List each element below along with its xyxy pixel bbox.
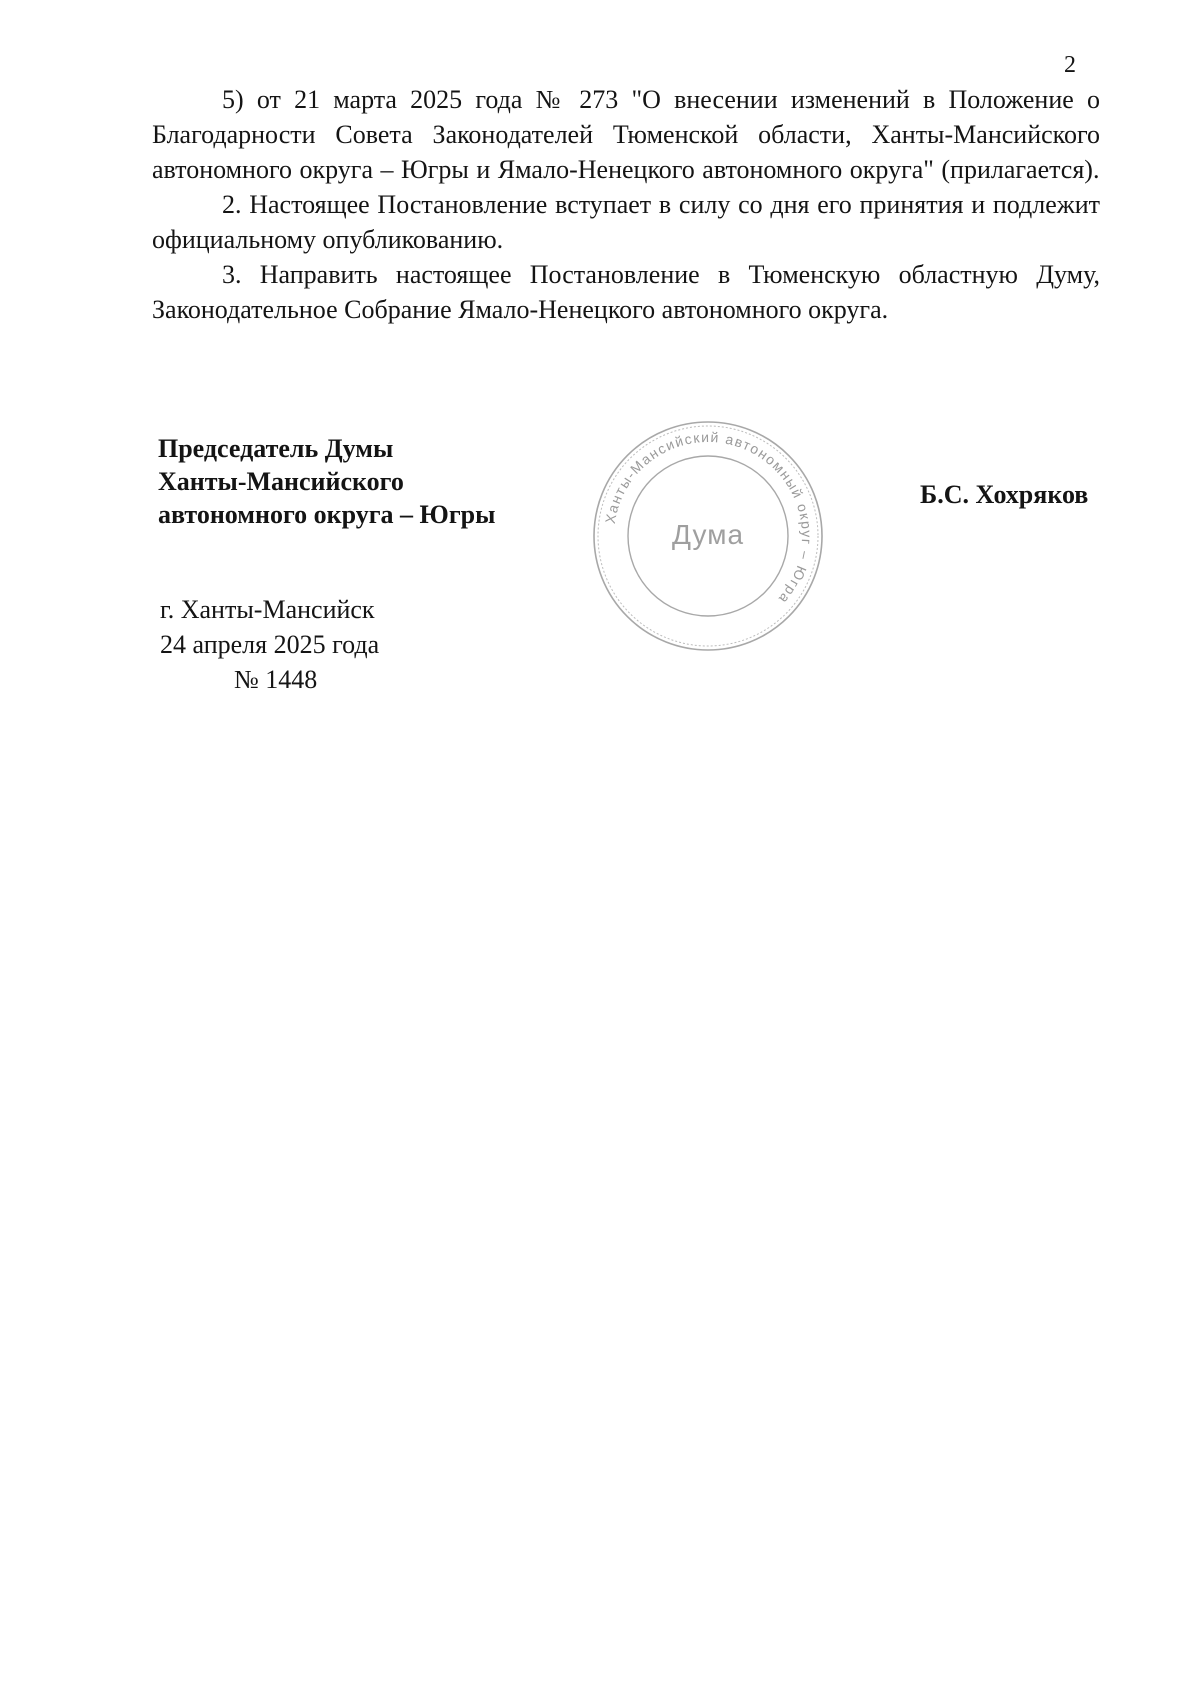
paragraph-item-5: 5) от 21 марта 2025 года № 273 "О внесении изменений в Положение о Благодарности Совета Законодателей Тюменской области, Ханты-Мансийского автономного округа – Югры и Ямало-Ненецкого автономного округа" (прилагается).	[152, 85, 1100, 184]
document-number: № 1448	[234, 665, 318, 694]
signatory-title-line: автономного округа – Югры	[158, 500, 496, 529]
signatory-title-line: Председатель Думы	[158, 434, 394, 463]
signatory-title	[158, 432, 495, 531]
paragraph-item-2: 2. Настоящее Постановление вступает в силу со дня его принятия и подлежит официальному опубликованию.	[152, 190, 1100, 254]
place: г. Ханты-Мансийск	[160, 595, 375, 624]
place-date-block	[160, 592, 379, 697]
signatory-name: Б.С. Хохряков	[920, 480, 1089, 509]
date: 24 апреля 2025 года	[160, 630, 380, 659]
document-body	[152, 82, 1100, 327]
official-seal-stamp	[590, 418, 826, 654]
seal-center-text: Дума	[671, 519, 745, 550]
page-number: 2	[1064, 52, 1076, 78]
seal-ring-text: Ханты-Мансийский автономный округ – Югра	[601, 428, 816, 608]
signatory-title-line: Ханты-Мансийского	[158, 467, 404, 496]
paragraph-item-3: 3. Направить настоящее Постановление в Тюменскую областную Думу, Законодательное Собрание Ямало-Ненецкого автономного округа.	[152, 260, 1100, 324]
